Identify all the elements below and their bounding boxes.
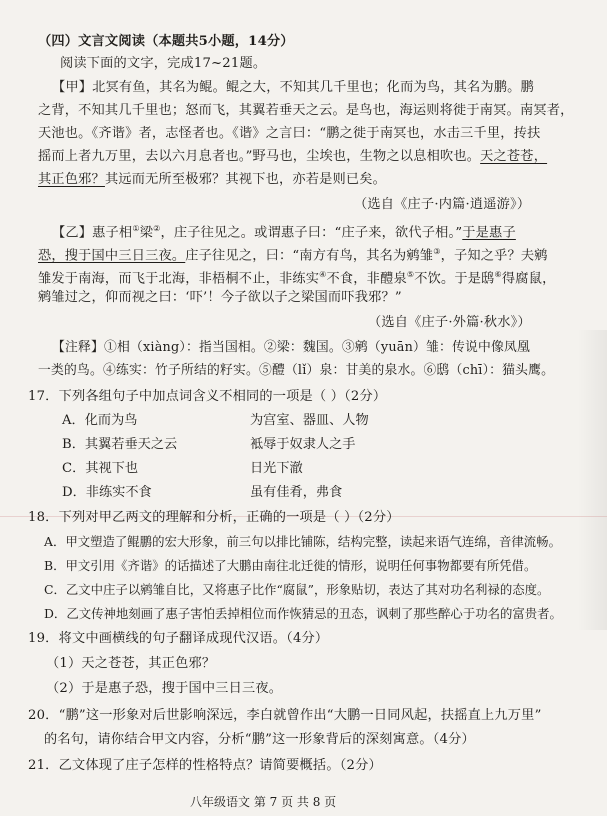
passage-b-line-3-pre: 雏发于南海，而飞于北海，非梧桐不止，非练实 (38, 271, 320, 287)
passage-a-source: （选自《庄子·内篇·逍遥游》） (354, 197, 531, 212)
underlined-sentence-b-part2: 恐，搜于国中三日三夜。 (38, 248, 186, 264)
passage-a-line-2: 之背，不知其几千里也；怒而飞，其翼若垂天之云。是鸟也，海运则将徙于南冥。南冥者， (38, 103, 574, 118)
q17-option-a-pair: 为宫室、器皿、人物 (250, 413, 369, 428)
passage-b-line-1-pre: 【乙】惠子相 (52, 225, 133, 241)
q19-stem: 19．将文中画横线的句子翻译成现代汉语。（4分） (28, 631, 329, 646)
underlined-sentence-b-part1: 于是惠子 (462, 225, 516, 241)
passage-a-line-4-text: 摇而上者九万里，去以六月息者也。”野马也，尘埃也，生物之以息相吹也。 (38, 149, 481, 164)
q17-option-c-pair: 日光下澈 (250, 461, 303, 476)
notes-line-2: 一类的鸟。④练实：竹子所结的籽实。⑤醴（lǐ）泉：甘美的泉水。⑥鸱（chī）：猫头鹰。 (38, 363, 555, 378)
q19-item-1: （1）天之苍苍，其正色邪？ (46, 656, 216, 671)
passage-b-line-3-end: 得腐鼠， (501, 271, 556, 287)
note-mark-1: ① (132, 224, 140, 233)
note-mark-4: ④ (319, 270, 327, 279)
note-mark-3: ③ (433, 247, 441, 256)
passage-b-line-2-end: ，子知之乎？夫鹓 (440, 248, 548, 264)
passage-a-line-5-rest: 其远而无所至极邪？其视下也，亦若是则已矣。 (104, 172, 387, 187)
notes-line-1: 【注释】①相（xiàng）：指当国相。②梁：魏国。③鹓（yuān）雏：传说中像凤凰 (52, 340, 531, 355)
passage-b-line-3-mid2: 不饮。于是鸱 (414, 271, 495, 287)
q18-option-a: A．甲文塑造了鲲鹏的宏大形象，前三句以排比铺陈，结构完整，读起来语气连绵，音律流畅。 (44, 534, 561, 549)
passage-b-line-1-mid: 梁 (139, 225, 154, 241)
passage-b-line-3 (38, 266, 555, 288)
q17-option-d: D．非练实不食 (62, 485, 152, 500)
passage-a-line-3: 天池也。《齐谐》者，志怪者也。《谐》之言曰：“鹏之徙于南冥也，水击三千里，抟扶 (38, 126, 541, 141)
q18-stem: 18．下列对甲乙两文的理解和分析，正确的一项是（ ）（2分） (28, 510, 400, 525)
passage-b-line-3-mid: 不食，非醴泉 (326, 271, 407, 287)
q17-option-b: B．其翼若垂天之云 (62, 437, 178, 452)
q17-stem: 17．下列各组句子中加点词含义不相同的一项是（ ）（2分） (28, 389, 387, 404)
underlined-sentence-a-part1: 天之苍苍， (480, 149, 548, 164)
q17-option-d-pair: 虽有佳肴，弗食 (250, 485, 343, 500)
underlined-sentence-a-part2: 其正色邪？ (38, 172, 105, 187)
passage-a-line-5 (38, 171, 386, 189)
q21-stem: 21．乙文体现了庄子怎样的性格特点？请简要概括。（2分） (28, 758, 382, 773)
q20-line-2: 的名句，请你结合甲文内容，分析“鹏”这一形象背后的深刻寓意。（4分） (44, 732, 475, 747)
page-shadow (577, 330, 607, 630)
passage-b-line-4: 鹓雏过之，仰而视之曰：‘吓’！今子欲以子之梁国而吓我邪？” (38, 290, 402, 305)
note-mark-2: ② (153, 224, 161, 233)
note-mark-5: ⑤ (406, 270, 415, 279)
q18-option-c: C．乙文中庄子以鹓雏自比，又将惠子比作“腐鼠”，形象贴切，表达了其对功名利禄的态度。 (44, 582, 550, 597)
section-instruction: 阅读下面的文字，完成17~21题。 (60, 56, 267, 71)
q19-item-2: （2）于是惠子恐，搜于国中三日三夜。 (46, 681, 283, 696)
section-title: （四）文言文阅读（本题共5小题，14分） (38, 34, 294, 49)
q18-option-d: D．乙文传神地刻画了惠子害怕丢掉相位而作恢猜忌的丑态，讽刺了那些醉心于功名的富贵者。 (44, 606, 562, 621)
passage-b-line-2-post: 庄子往见之，曰：“南方有鸟，其名为鹓雏 (185, 248, 434, 264)
q17-option-b-pair: 袛辱于奴隶人之手 (250, 437, 356, 452)
passage-b-source: （选自《庄子·外篇·秋水》） (368, 315, 531, 330)
page-footer: 八年级语文 第 7 页 共 8 页 (190, 795, 337, 809)
passage-b-line-1 (52, 220, 516, 242)
passage-a-line-4 (38, 148, 547, 166)
passage-b-line-2 (38, 243, 548, 265)
q17-option-c: C．其视下也 (62, 461, 139, 476)
note-mark-6: ⑥ (494, 270, 502, 279)
passage-a-line-1: 【甲】北冥有鱼，其名为鲲。鲲之大，不知其几千里也；化而为鸟，其名为鹏。鹏 (52, 80, 534, 95)
q20-line-1: 20．“鹏”这一形象对后世影响深远，李白就曾作出“大鹏一日同风起，扶摇直上九万里” (28, 708, 542, 723)
q17-option-a: A．化而为鸟 (62, 413, 138, 428)
q18-option-b: B．甲文引用《齐谐》的话描述了大鹏由南往北迁徙的情形，说明任何事物都要有所凭借。 (44, 558, 537, 573)
passage-b-line-1-post: ，庄子往见之。或谓惠子曰：“庄子来，欲代子相。” (160, 225, 463, 241)
